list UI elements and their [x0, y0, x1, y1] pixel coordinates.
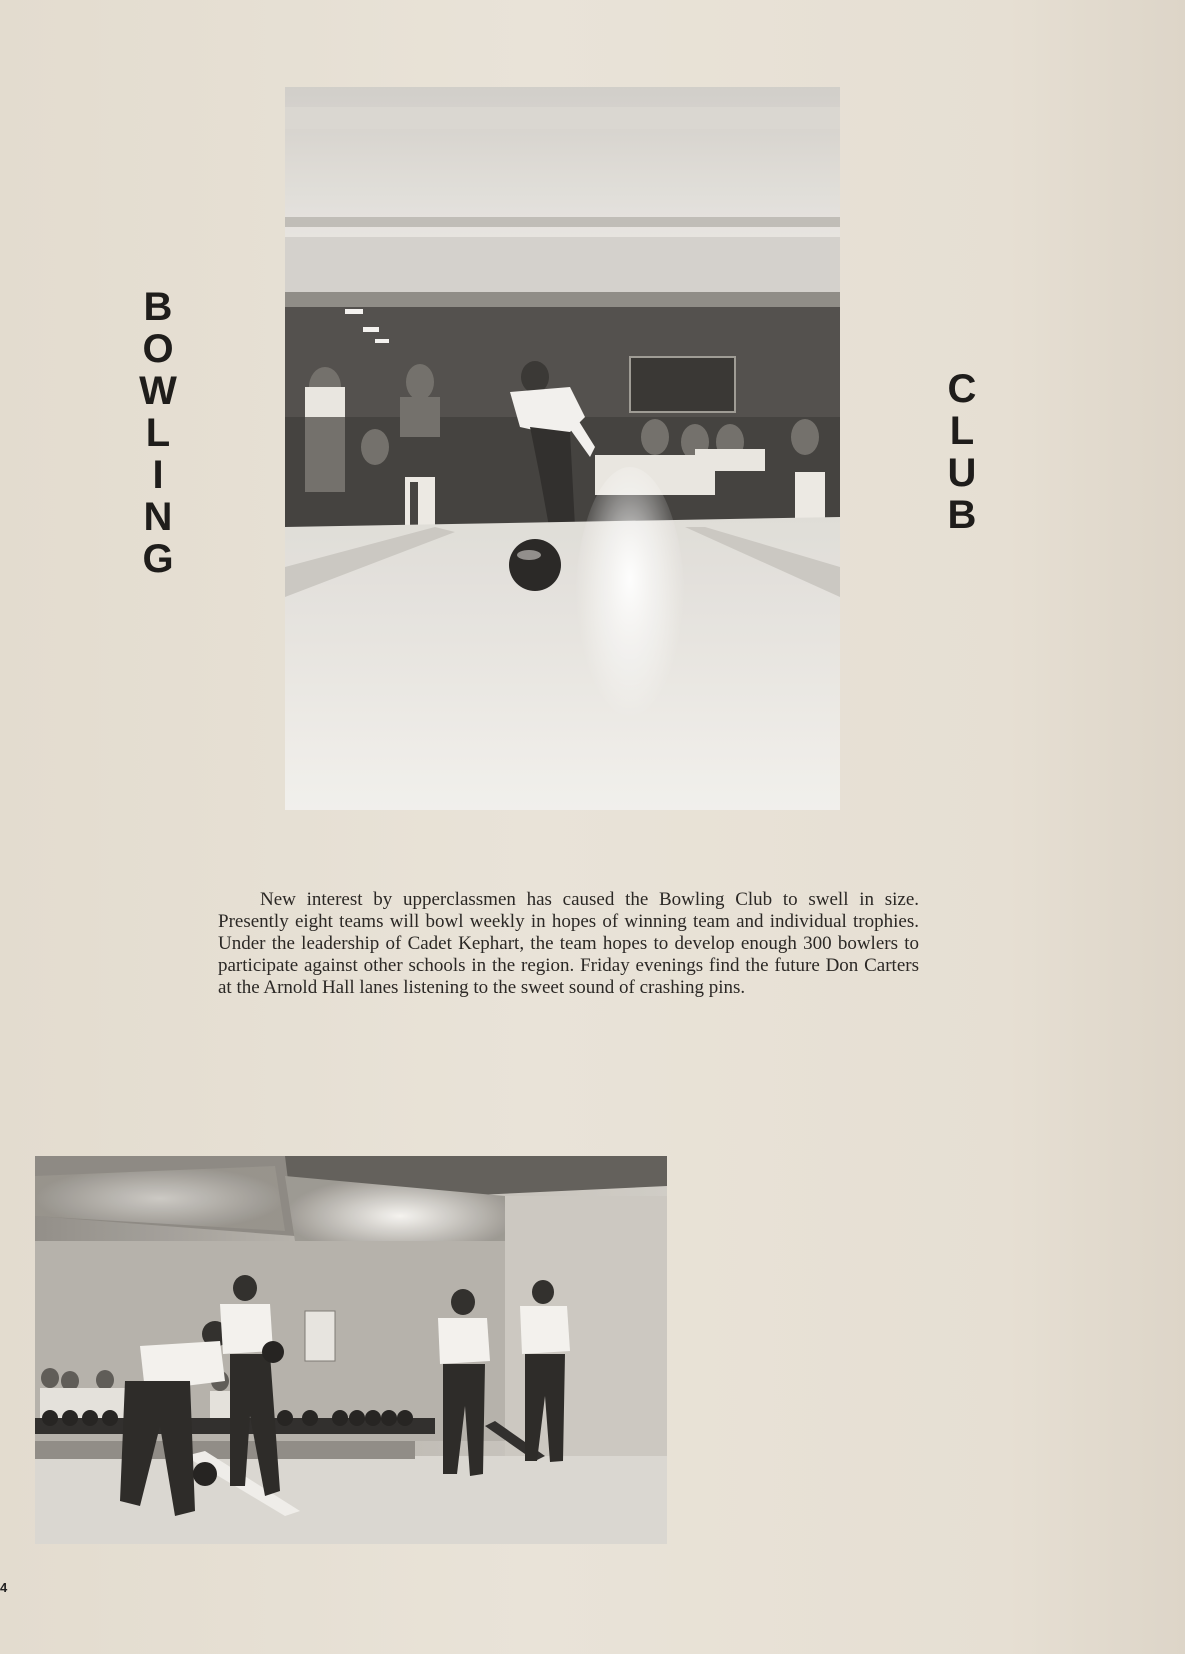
article-paragraph: New interest by upperclassmen has caused the Bowling Club to swell in size. Presently eight teams will bowl weekly in hopes of winning team and individual trophies. Under the leadership of Cadet Kephart, the team hopes to develop enough 300 bowlers to participate against other schools in the region. Friday evenings find the future Don Carters at the Arnold Hall lanes listening to the sweet sound of crashing pins.	[218, 889, 919, 998]
title-letter: B	[947, 493, 977, 537]
title-letter: U	[947, 451, 977, 495]
page-number: 4	[0, 1580, 8, 1595]
bowling-lane-photo-image	[285, 87, 840, 810]
title-bowling	[138, 286, 178, 580]
title-letter: I	[152, 453, 164, 497]
title-letter: C	[947, 367, 977, 411]
title-letter: G	[142, 537, 174, 581]
title-letter: B	[143, 285, 173, 329]
title-letter: O	[142, 327, 174, 371]
title-letter: N	[143, 495, 173, 539]
title-club	[942, 368, 982, 536]
bowling-team-photo-image	[35, 1156, 667, 1544]
bowling-team-photo	[35, 1156, 667, 1544]
title-letter: W	[139, 369, 177, 413]
title-letter: L	[145, 411, 171, 455]
bowling-lane-photo	[285, 87, 840, 810]
title-letter: L	[949, 409, 975, 453]
